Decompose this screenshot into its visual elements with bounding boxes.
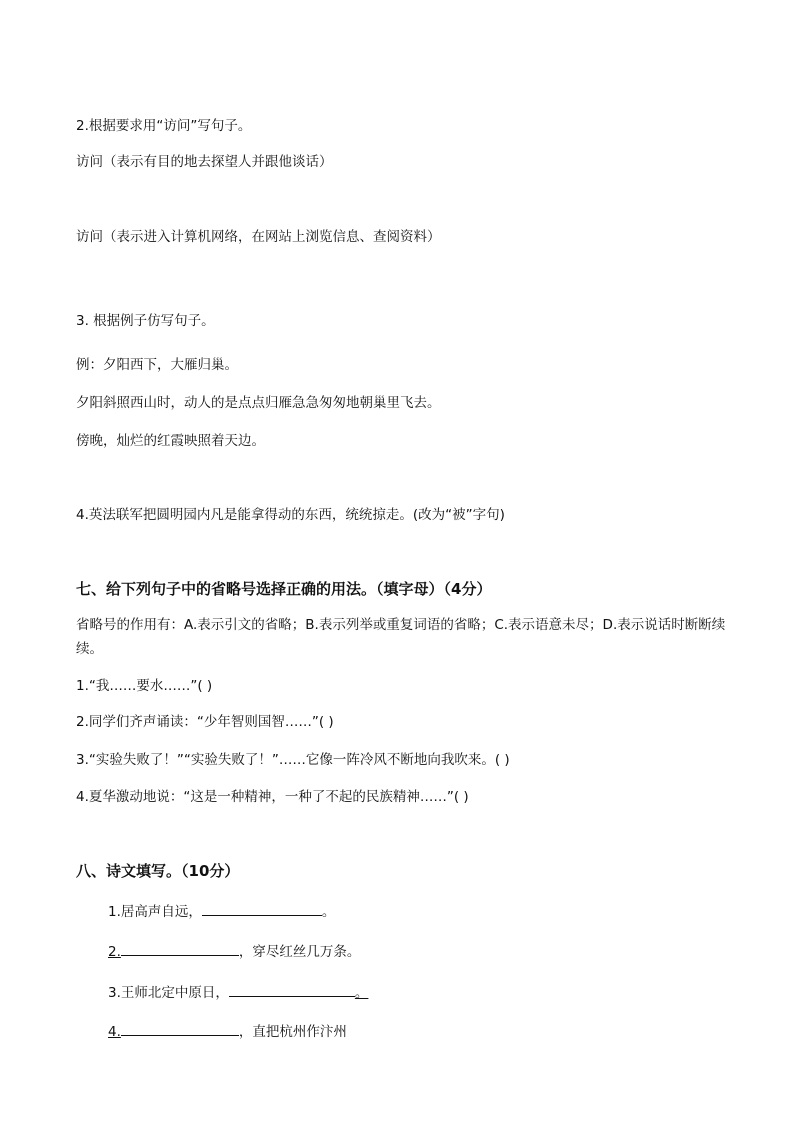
poem-line-2 bbox=[108, 941, 360, 962]
q2-sentence-b: 访问（表示进入计算机网络，在网站上浏览信息、查阅资料） bbox=[76, 229, 441, 245]
section-8-title: 八、诗文填写。（10分） bbox=[76, 862, 240, 880]
q3-example: 例：夕阳西下，大雁归巢。 bbox=[76, 357, 238, 373]
poem-line-4-number: 4. bbox=[108, 1024, 121, 1040]
section-7-item-2: 2.同学们齐声诵读：“少年智则国智……”( ) bbox=[76, 714, 334, 730]
section-7-intro: 省略号的作用有：A.表示引文的省略；B.表示列举或重复词语的省略；C.表示语意未尽；D.表示说话时断断续续。 bbox=[76, 617, 726, 657]
q4-prompt: 4.英法联军把圆明园内凡是能拿得动的东西，统统掠走。(改为“被”字句) bbox=[76, 507, 505, 523]
section-7-item-4: 4.夏华激动地说：“这是一种精神，一种了不起的民族精神……”( ) bbox=[76, 789, 469, 805]
section-7-title: 七、给下列句子中的省略号选择正确的用法。（填字母）（4分） bbox=[76, 580, 492, 598]
poem-line-2-end: ，穿尽红丝几万条。 bbox=[238, 944, 361, 960]
poem-line-4 bbox=[108, 1021, 347, 1042]
poem-line-1-text: 1.居高声自远， bbox=[108, 904, 202, 920]
poem-blank-1[interactable] bbox=[202, 901, 322, 916]
poem-line-2-number: 2. bbox=[108, 944, 121, 960]
q3-line-2: 傍晚，灿烂的红霞映照着天边。 bbox=[76, 433, 265, 449]
section-7-item-1: 1.“我……要水……”( ) bbox=[76, 678, 213, 694]
poem-line-1 bbox=[108, 901, 335, 922]
poem-blank-4[interactable] bbox=[121, 1021, 239, 1036]
poem-line-3-text: 3.王师北定中原日， bbox=[108, 985, 229, 1001]
q2-prompt: 2.根据要求用“访问”写句子。 bbox=[76, 118, 252, 134]
q3-prompt: 3. 根据例子仿写句子。 bbox=[76, 313, 215, 329]
q2-sentence-a: 访问（表示有目的地去探望人并跟他谈话） bbox=[76, 154, 333, 170]
poem-blank-3[interactable] bbox=[229, 982, 355, 997]
poem-line-1-end: 。 bbox=[321, 904, 336, 920]
poem-blank-2[interactable] bbox=[121, 941, 239, 956]
poem-line-3-end: 。 bbox=[354, 985, 369, 1001]
section-7-item-3: 3.“实验失败了！”“实验失败了！”……它像一阵冷风不断地向我吹来。( ) bbox=[76, 752, 510, 768]
poem-line-3 bbox=[108, 982, 368, 1003]
q3-line-1: 夕阳斜照西山时，动人的是点点归雁急急匆匆地朝巢里飞去。 bbox=[76, 395, 441, 411]
poem-line-4-end: ，直把杭州作汴州 bbox=[238, 1024, 347, 1040]
